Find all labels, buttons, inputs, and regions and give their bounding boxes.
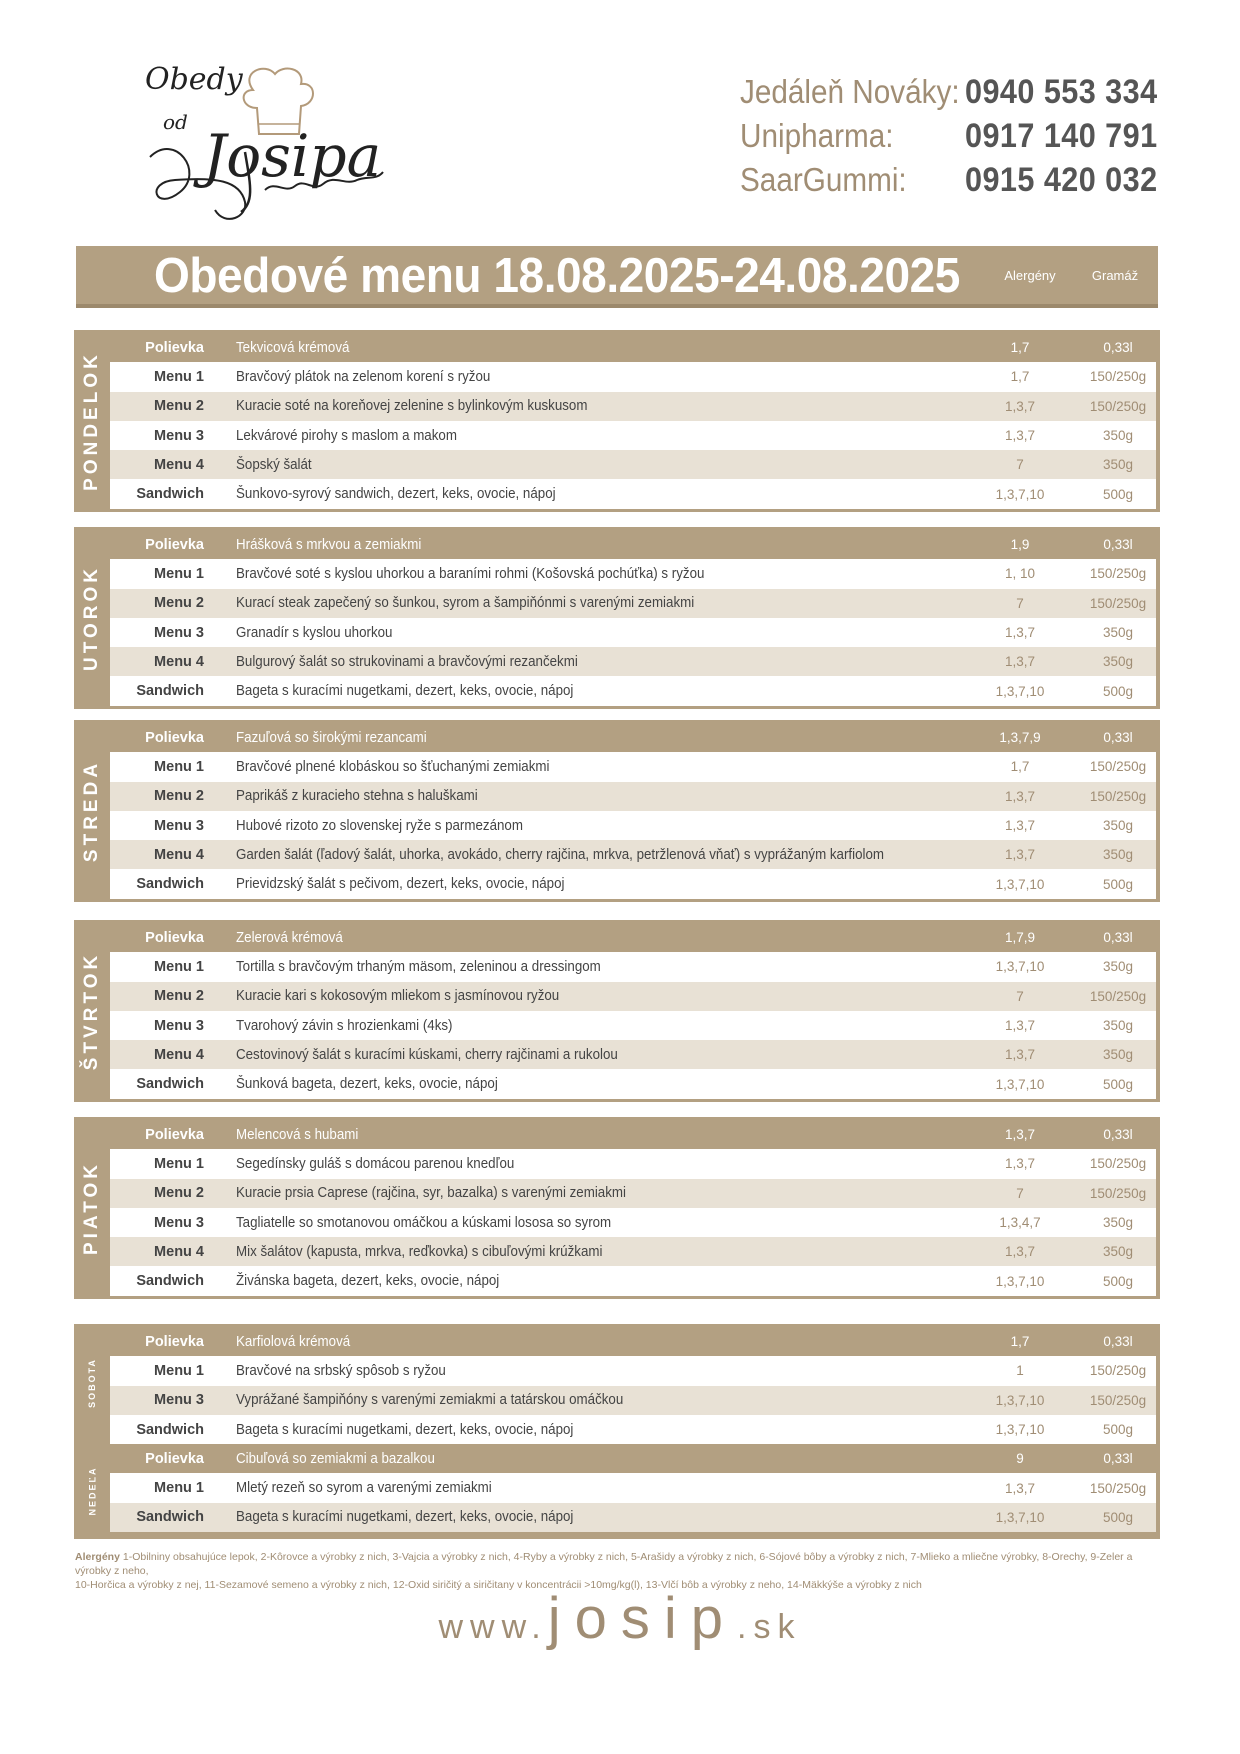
logo-word-od: od [163, 110, 188, 134]
menu-row [110, 723, 1156, 752]
dish-allergens: 1,3,7,10 [995, 1273, 1045, 1289]
dish-weight: 500g [1102, 1509, 1134, 1525]
dish-weight: 0,33l [1103, 1334, 1133, 1350]
allergens-text-line1: 1-Obilniny obsahujúce lepok, 2-Kôrovce a výrobky z nich, 3-Vajcia a výrobky z nich, 4-Ryby a výrobky z nich, 5-Arašidy a výrobky z nich, 6-Sójové bôby a výrobky z nich, 7-Mlieko a mliečne výrobky, 8-Orechy, 9-Zeler a výrobky z neho, [75, 1551, 1133, 1577]
contact-phone[interactable]: 0915 420 032 [965, 160, 1158, 199]
menu-type: Polievka [145, 729, 204, 746]
dish-weight: 350g [1102, 1018, 1134, 1034]
menu-title-banner [76, 246, 1158, 308]
menu-type: Sandwich [136, 683, 204, 700]
menu-type: Polievka [145, 1450, 204, 1467]
menu-type: Menu 3 [154, 427, 204, 444]
dish-name: Bravčový plátok na zelenom korení s ryžou [236, 368, 491, 385]
menu-type: Menu 2 [154, 788, 204, 805]
dish-name: Segedínsky guláš s domácou parenou knedľou [236, 1155, 515, 1172]
menu-row [110, 392, 1156, 421]
dish-allergens: 1,3,7 [1004, 1047, 1036, 1063]
day-block [74, 330, 1160, 512]
dish-name: Paprikáš z kuracieho stehna s haluškami [236, 788, 478, 805]
dish-name: Kuracie prsia Caprese (rajčina, syr, bazalka) s varenými zemiakmi [236, 1185, 626, 1202]
menu-row [110, 450, 1156, 479]
dish-weight: 150/250g [1089, 398, 1147, 414]
menu-row [110, 752, 1156, 781]
menu-row [110, 362, 1156, 391]
dish-allergens: 1,3,7,10 [995, 876, 1045, 892]
menu-type: Polievka [145, 1333, 204, 1350]
day-block [74, 920, 1160, 1102]
dish-weight: 500g [1102, 486, 1134, 502]
dish-name: Mix šalátov (kapusta, mrkva, reďkovka) s cibuľovými krúžkami [236, 1243, 603, 1260]
contact-row [740, 114, 1180, 158]
website-prefix: www. [438, 1608, 548, 1646]
dish-allergens: 1,3,7 [1004, 1480, 1036, 1496]
dish-weight: 150/250g [1089, 788, 1147, 804]
dish-name: Kuracie kari s kokosovým mliekom s jasmínovou ryžou [236, 988, 560, 1005]
dish-weight: 150/250g [1089, 759, 1147, 775]
menu-row [110, 618, 1156, 647]
menu-type: Menu 3 [154, 817, 204, 834]
dish-weight: 150/250g [1089, 1363, 1147, 1379]
dish-allergens: 1,7 [1010, 759, 1030, 775]
dish-allergens: 1,7,9 [1004, 930, 1036, 946]
dish-allergens: 1,3,7 [1004, 1244, 1036, 1260]
day-block [74, 527, 1160, 709]
dish-name: Bravčové na srbský spôsob s ryžou [236, 1362, 446, 1379]
menu-row [110, 982, 1156, 1011]
menu-row [110, 1327, 1156, 1356]
dish-allergens: 7 [1016, 457, 1024, 473]
menu-rows [110, 723, 1156, 899]
dish-allergens: 1,3,7,10 [995, 1076, 1045, 1092]
dish-weight: 350g [1102, 1215, 1134, 1231]
menu-row [110, 1503, 1156, 1532]
day-label [74, 527, 110, 709]
menu-row [110, 869, 1156, 898]
dish-allergens: 1, 10 [1004, 566, 1036, 582]
dish-name: Šunkovo-syrový sandwich, dezert, keks, ovocie, nápoj [236, 486, 556, 503]
menu-type: Menu 3 [154, 1392, 204, 1409]
menu-row [110, 811, 1156, 840]
dish-weight: 150/250g [1089, 1480, 1147, 1496]
day-block [74, 1117, 1160, 1299]
dish-weight: 150/250g [1089, 988, 1147, 1004]
menu-type: Menu 1 [154, 368, 204, 385]
dish-weight: 350g [1102, 847, 1134, 863]
menu-rows [110, 530, 1156, 706]
dish-allergens: 1,3,7,10 [995, 683, 1045, 699]
day-label [74, 1117, 110, 1299]
menu-row [110, 923, 1156, 952]
menu-type: Polievka [145, 339, 204, 356]
dish-allergens: 1,3,7,10 [995, 1422, 1045, 1438]
dish-allergens: 9 [1016, 1451, 1024, 1467]
dish-name: Cestovinový šalát s kuracími kúskami, cherry rajčinami a rukolou [236, 1046, 618, 1063]
dish-name: Karfiolová krémová [236, 1333, 351, 1350]
dish-allergens: 7 [1016, 595, 1024, 611]
day-label [74, 920, 110, 1102]
dish-weight: 150/250g [1089, 566, 1147, 582]
menu-row [110, 1179, 1156, 1208]
menu-rows [110, 333, 1156, 509]
allergens-text-line2: 10-Horčica a výrobky z nej, 11-Sezamové semeno a výrobky z nich, 12-Oxid siričitý a siričitany v koncentrácii >10mg/kg(l), 13-Vlčí bôb a výrobky z neho, 14-Mäkkýše a výrobky z nich [75, 1579, 922, 1591]
dish-name: Lekvárové pirohy s maslom a makom [236, 427, 457, 444]
dish-name: Hrášková s mrkvou a zemiakmi [236, 536, 422, 553]
menu-row [110, 782, 1156, 811]
menu-row [110, 479, 1156, 508]
dish-weight: 150/250g [1089, 1156, 1147, 1172]
contact-name: Unipharma: [740, 117, 894, 154]
dish-weight: 0,33l [1103, 1451, 1133, 1467]
menu-row [110, 1473, 1156, 1502]
dish-allergens: 1,3,7 [1004, 654, 1036, 670]
dish-name: Granadír s kyslou uhorkou [236, 624, 393, 641]
dish-name: Prievidzský šalát s pečivom, dezert, keks, ovocie, nápoj [236, 876, 565, 893]
day-name: PONDELOK [81, 351, 102, 491]
sunday-label: NEDEĽA [87, 1465, 98, 1516]
menu-type: Menu 4 [154, 653, 204, 670]
menu-type: Sandwich [136, 1509, 204, 1526]
menu-type: Menu 4 [154, 846, 204, 863]
dish-allergens: 1,7 [1010, 340, 1030, 356]
contact-name: SaarGummi: [740, 161, 907, 198]
dish-name: Šunková bageta, dezert, keks, ovocie, nápoj [236, 1076, 498, 1093]
menu-type: Menu 2 [154, 1185, 204, 1202]
dish-weight: 150/250g [1089, 369, 1147, 385]
dish-allergens: 1,3,7,10 [995, 1509, 1045, 1525]
dish-name: Tekvicová krémová [236, 339, 350, 356]
dish-weight: 150/250g [1089, 1185, 1147, 1201]
menu-type: Menu 1 [154, 565, 204, 582]
menu-row [110, 530, 1156, 559]
day-label-sunday [74, 1442, 110, 1539]
dish-weight: 500g [1102, 876, 1134, 892]
contact-row [740, 70, 1180, 114]
dish-allergens: 1,3,7,10 [995, 1392, 1045, 1408]
menu-row [110, 952, 1156, 981]
menu-row [110, 1386, 1156, 1415]
day-name: UTOROK [81, 564, 103, 671]
dish-allergens: 1,7 [1010, 369, 1030, 385]
dish-allergens: 1,3,7 [1004, 1156, 1036, 1172]
weekend-rows [110, 1327, 1156, 1532]
menu-type: Menu 4 [154, 1243, 204, 1260]
menu-type: Sandwich [136, 1076, 204, 1093]
menu-row [110, 421, 1156, 450]
dish-weight: 500g [1102, 1422, 1134, 1438]
dish-name: Vyprážané šampiňóny s varenými zemiakmi a tatárskou omáčkou [236, 1392, 624, 1409]
menu-row [110, 1356, 1156, 1385]
column-header-allergens: Alergény [1004, 268, 1056, 283]
menu-type: Menu 2 [154, 595, 204, 612]
dish-name: Melencová s hubami [236, 1126, 359, 1143]
dish-name: Cibuľová so zemiakmi a bazalkou [236, 1450, 435, 1467]
contact-name: Jedáleň Nováky: [740, 73, 960, 110]
day-name: STREDA [81, 759, 102, 862]
dish-name: Šopský šalát [236, 456, 312, 473]
menu-type: Sandwich [136, 876, 204, 893]
menu-type: Menu 2 [154, 398, 204, 415]
dish-name: Bulgurový šalát so strukovinami a bravčovými rezančekmi [236, 653, 578, 670]
dish-name: Bageta s kuracími nugetkami, dezert, keks, ovocie, nápoj [236, 683, 574, 700]
menu-row [110, 1069, 1156, 1098]
dish-weight: 150/250g [1089, 1392, 1147, 1408]
menu-type: Polievka [145, 929, 204, 946]
menu-type: Menu 2 [154, 988, 204, 1005]
allergens-label: Alergény [75, 1551, 120, 1563]
dish-name: Živánska bageta, dezert, keks, ovocie, nápoj [236, 1273, 500, 1290]
day-block [74, 720, 1160, 902]
dish-name: Mletý rezeň so syrom a varenými zemiakmi [236, 1480, 492, 1497]
logo-word-obedy: Obedy [145, 62, 243, 97]
dish-weight: 350g [1102, 1047, 1134, 1063]
menu-row [110, 1266, 1156, 1295]
menu-row [110, 1040, 1156, 1069]
dish-weight: 350g [1102, 457, 1134, 473]
dish-allergens: 1,3,7 [1004, 428, 1036, 444]
dish-weight: 350g [1102, 818, 1134, 834]
menu-type: Menu 3 [154, 624, 204, 641]
dish-allergens: 7 [1016, 1185, 1024, 1201]
menu-type: Menu 1 [154, 1480, 204, 1497]
menu-row [110, 1120, 1156, 1149]
menu-type: Menu 4 [154, 1046, 204, 1063]
dish-weight: 0,33l [1103, 340, 1133, 356]
dish-allergens: 1,9 [1010, 537, 1030, 553]
menu-rows [110, 1120, 1156, 1296]
dish-name: Hubové rizoto zo slovenskej ryže s parmezánom [236, 817, 523, 834]
menu-type: Sandwich [136, 1421, 204, 1438]
contact-list [740, 70, 1180, 202]
menu-type: Menu 3 [154, 1214, 204, 1231]
menu-type: Polievka [145, 536, 204, 553]
menu-row [110, 1011, 1156, 1040]
dish-name: Garden šalát (ľadový šalát, uhorka, avokádo, cherry rajčina, mrkva, petržlenová vňať) s vyprážaným karfiolom [236, 846, 885, 863]
dish-weight: 350g [1102, 959, 1134, 975]
dish-weight: 500g [1102, 1273, 1134, 1289]
menu-type: Menu 1 [154, 758, 204, 775]
dish-allergens: 1,3,7,9 [999, 730, 1041, 746]
day-name: ŠTVRTOK [81, 951, 102, 1071]
dish-weight: 350g [1102, 428, 1134, 444]
dish-weight: 0,33l [1103, 1127, 1133, 1143]
dish-weight: 500g [1102, 1076, 1134, 1092]
dish-name: Tortilla s bravčovým trhaným mäsom, zeleninou a dressingom [236, 958, 601, 975]
logo [145, 62, 385, 222]
day-label [74, 720, 110, 902]
dish-allergens: 1,3,7 [1004, 818, 1036, 834]
dish-allergens: 1,3,7,10 [995, 959, 1045, 975]
dish-weight: 350g [1102, 1244, 1134, 1260]
menu-row [110, 333, 1156, 362]
dish-name: Fazuľová so širokými rezancami [236, 729, 427, 746]
dish-allergens: 1,7 [1010, 1334, 1030, 1350]
dish-weight: 350g [1102, 625, 1134, 641]
dish-allergens: 1,3,7 [1004, 398, 1036, 414]
menu-row [110, 1208, 1156, 1237]
dish-weight: 0,33l [1103, 930, 1133, 946]
menu-type: Menu 4 [154, 456, 204, 473]
dish-weight: 500g [1102, 683, 1134, 699]
logo-word-josipa: Josipa [203, 122, 382, 190]
page-title: Obedové menu 18.08.2025-24.08.2025 [154, 249, 960, 303]
column-header-weight: Gramáž [1091, 268, 1139, 283]
menu-row [110, 1415, 1156, 1444]
day-label-saturday [74, 1324, 110, 1442]
menu-type: Menu 1 [154, 1362, 204, 1379]
dish-allergens: 1,3,7,10 [995, 486, 1045, 502]
dish-name: Tagliatelle so smotanovou omáčkou a kúskami lososa so syrom [236, 1214, 612, 1231]
dish-allergens: 1,3,7 [1004, 1127, 1036, 1143]
menu-row [110, 559, 1156, 588]
dish-allergens: 7 [1016, 988, 1024, 1004]
menu-type: Sandwich [136, 486, 204, 503]
dish-name: Bravčové soté s kyslou uhorkou a baraními rohmi (Košovská pochúťka) s ryžou [236, 565, 705, 582]
day-label [74, 330, 110, 512]
dish-name: Tvarohový závin s hrozienkami (4ks) [236, 1017, 453, 1034]
dish-name: Bageta s kuracími nugetkami, dezert, keks, ovocie, nápoj [236, 1421, 574, 1438]
menu-type: Polievka [145, 1126, 204, 1143]
saturday-label: SOBOTA [87, 1358, 97, 1408]
contact-phone[interactable]: 0917 140 791 [965, 116, 1158, 155]
contact-phone[interactable]: 0940 553 334 [965, 72, 1158, 111]
menu-type: Menu 1 [154, 1155, 204, 1172]
website-suffix: .sk [737, 1608, 802, 1646]
dish-name: Bravčové plnené klobáskou so šťuchanými zemiakmi [236, 758, 550, 775]
dish-weight: 0,33l [1103, 730, 1133, 746]
dish-allergens: 1,3,7 [1004, 625, 1036, 641]
dish-weight: 0,33l [1103, 537, 1133, 553]
dish-name: Zelerová krémová [236, 929, 343, 946]
website-main: josip [547, 1586, 738, 1651]
menu-rows [110, 923, 1156, 1099]
dish-allergens: 1,3,4,7 [999, 1215, 1041, 1231]
weekend-menu [74, 1324, 1160, 1539]
menu-row [110, 589, 1156, 618]
dish-weight: 150/250g [1089, 595, 1147, 611]
website-link[interactable] [0, 1585, 1240, 1652]
dish-name: Kuracie soté na koreňovej zelenine s bylinkovým kuskusom [236, 398, 588, 415]
menu-type: Menu 3 [154, 1017, 204, 1034]
day-name: PIATOK [81, 1160, 102, 1255]
dish-weight: 350g [1102, 654, 1134, 670]
dish-allergens: 1,3,7 [1004, 1018, 1036, 1034]
dish-allergens: 1 [1016, 1363, 1024, 1379]
dish-name: Kurací steak zapečený so šunkou, syrom a šampiňónmi s varenými zemiakmi [236, 595, 695, 612]
dish-allergens: 1,3,7 [1004, 788, 1036, 804]
menu-row [110, 1444, 1156, 1473]
dish-allergens: 1,3,7 [1004, 847, 1036, 863]
menu-type: Menu 1 [154, 958, 204, 975]
menu-row [110, 840, 1156, 869]
menu-row [110, 647, 1156, 676]
menu-row [110, 676, 1156, 705]
dish-name: Bageta s kuracími nugetkami, dezert, keks, ovocie, nápoj [236, 1509, 574, 1526]
contact-row [740, 158, 1180, 202]
menu-type: Sandwich [136, 1273, 204, 1290]
menu-row [110, 1237, 1156, 1266]
menu-row [110, 1149, 1156, 1178]
